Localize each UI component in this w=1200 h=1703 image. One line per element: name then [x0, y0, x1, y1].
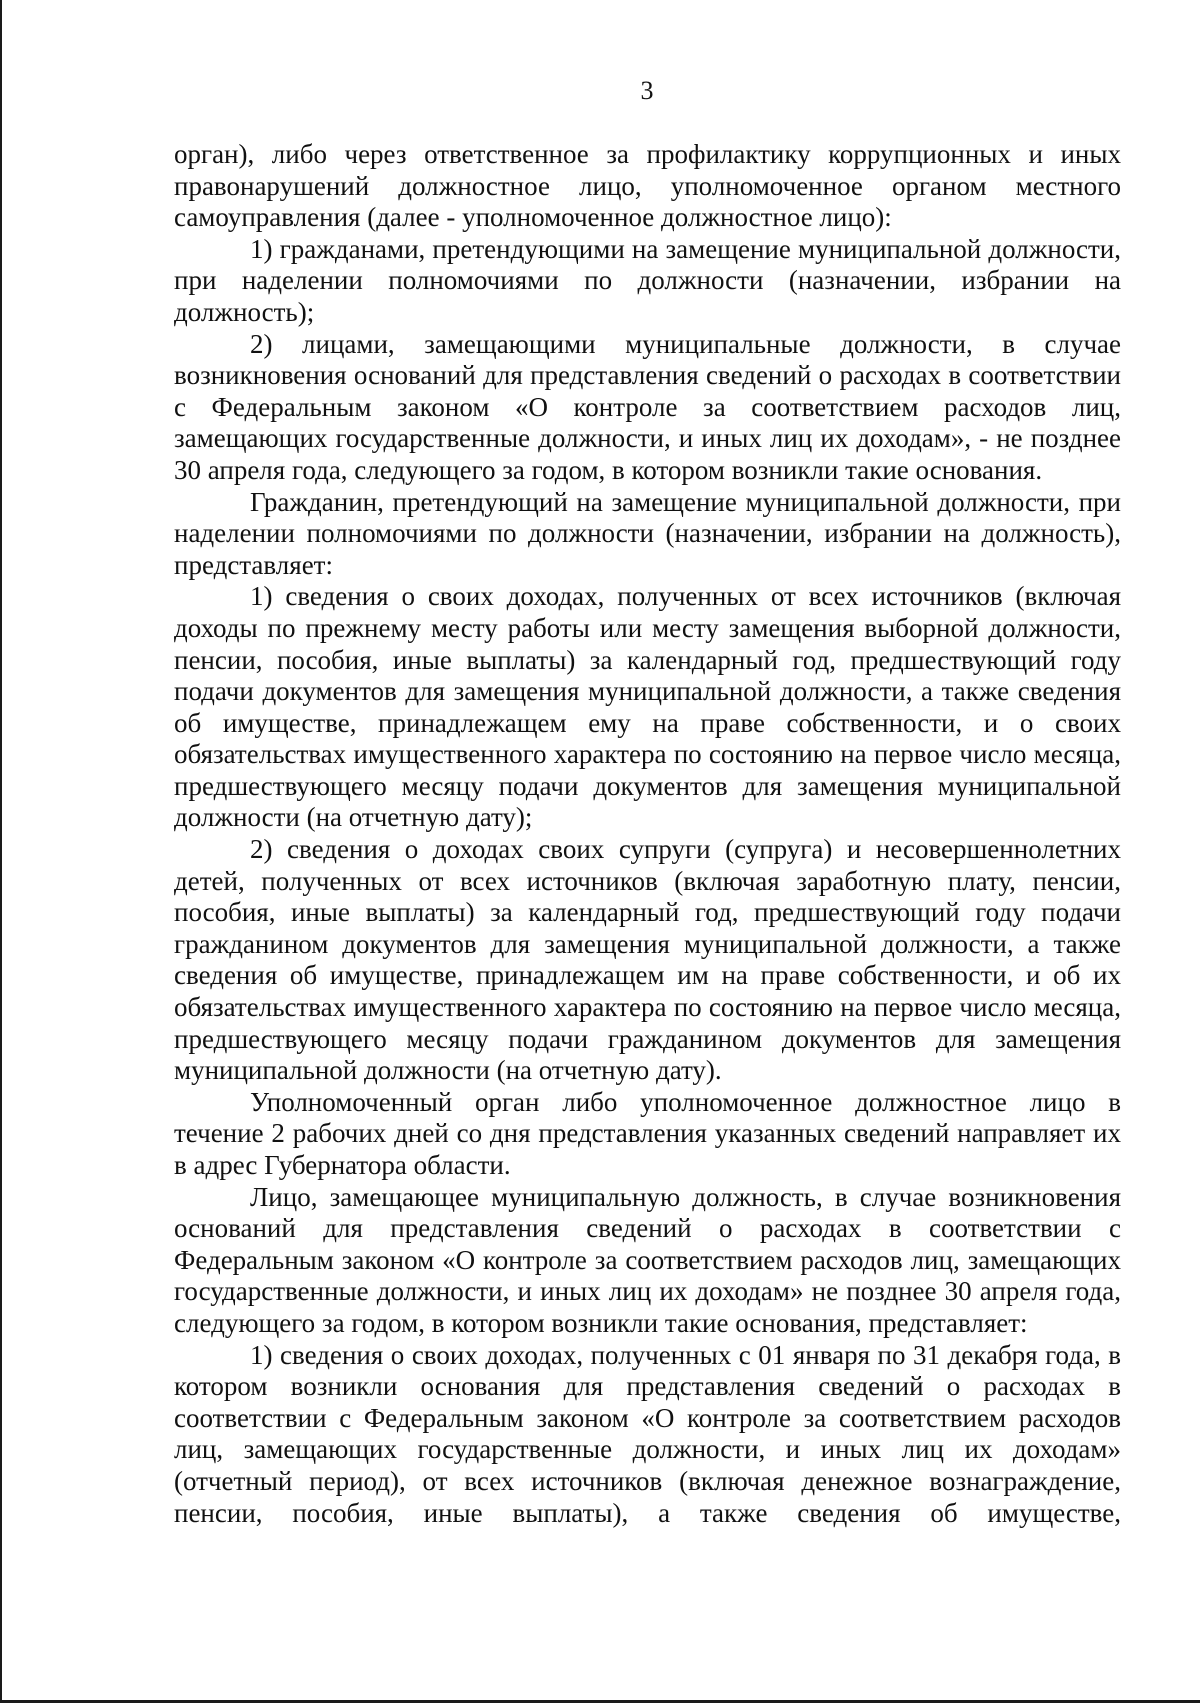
paragraph-continuation: орган), либо через ответственное за профилактику коррупционных и иных правонарушений должностное лицо, уполномоченное органом местного самоуправления (далее - уполномоченное должностное лицо):	[174, 139, 1121, 233]
paragraph-reporting-period: 1) сведения о своих доходах, полученных с 01 января по 31 декабря года, в котором возникли основания для представления сведений о расходах в соответствии с Федеральным законом «О контроле за соответствием расходов лиц, замещающих государственные должности, и иных лиц их доходам» (отчетный период), от всех источников (включая денежное вознаграждение, пенсии, пособия, иные выплаты), а также сведения об имуществе,	[174, 1339, 1121, 1528]
paragraph-official-submits: Лицо, замещающее муниципальную должность, в случае возникновения оснований для представления сведений о расходах в соответствии с Федеральным законом «О контроле за соответствием расходов лиц, замещающих государственные должности, и иных лиц их доходам» не позднее 30 апреля года, следующего за годом, в котором возникли такие основания, представляет:	[174, 1181, 1121, 1338]
paragraph-citizen-submits: Гражданин, претендующий на замещение муниципальной должности, при наделении полномочиями по должности (назначении, избрании на должность), представляет:	[174, 486, 1121, 580]
document-body	[174, 139, 1121, 1529]
paragraph-authorized-body: Уполномоченный орган либо уполномоченное должностное лицо в течение 2 рабочих дней со дня представления указанных сведений направляет их в адрес Губернатора области.	[174, 1086, 1121, 1180]
page-number: 3	[640, 76, 654, 105]
paragraph-own-income: 1) сведения о своих доходах, полученных от всех источников (включая доходы по прежнему месту работы или месту замещения выборной должности, пенсии, пособия, иные выплаты) за календарный год, предшествующий году подачи документов для замещения муниципальной должности, а также сведения об имуществе, принадлежащем ему на праве собственности, и о своих обязательствах имущественного характера по состоянию на первое число месяца, предшествующего месяцу подачи документов для замещения муниципальной должности (на отчетную дату);	[174, 581, 1121, 833]
paragraph-item-2-officials: 2) лицами, замещающими муниципальные должности, в случае возникновения оснований для представления сведений о расходах в соответствии с Федеральным законом «О контроле за соответствием расходов лиц, замещающих государственные должности, и иных лиц их доходам», - не позднее 30 апреля года, следующего за годом, в котором возникли такие основания.	[174, 328, 1121, 485]
paragraph-item-1-citizens: 1) гражданами, претендующими на замещение муниципальной должности, при наделении полномочиями по должности (назначении, избрании на должность);	[174, 233, 1121, 327]
paragraph-spouse-income: 2) сведения о доходах своих супруги (супруга) и несовершеннолетних детей, полученных от всех источников (включая заработную плату, пенсии, пособия, иные выплаты) за календарный год, предшествующий году подачи гражданином документов для замещения муниципальной должности, а также сведения об имуществе, принадлежащем им на праве собственности, и об их обязательствах имущественного характера по состоянию на первое число месяца, предшествующего месяцу подачи гражданином документов для замещения муниципальной должности (на отчетную дату).	[174, 834, 1121, 1086]
